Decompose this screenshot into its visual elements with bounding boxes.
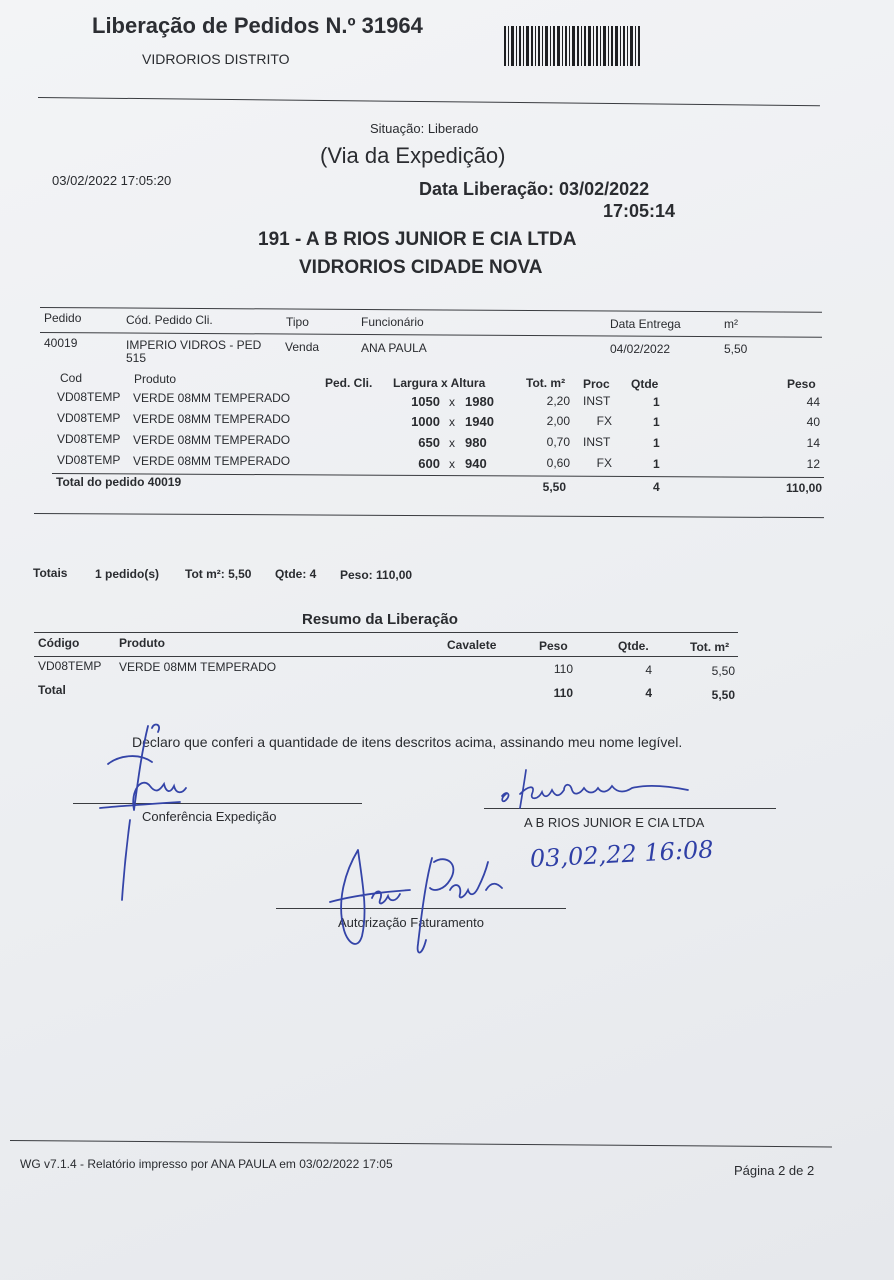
client-name: 191 - A B RIOS JUNIOR E CIA LTDA (258, 229, 577, 250)
item-produto: VERDE 08MM TEMPERADO (133, 454, 291, 468)
item-x: x (449, 395, 455, 409)
item-produto: VERDE 08MM TEMPERADO (133, 433, 291, 447)
item-tot-m2: 2,00 (546, 414, 570, 428)
conferencia-label: Conferência Expedição (142, 809, 277, 824)
order-number: 40019 (44, 336, 78, 350)
footer-page-number: Página 2 de 2 (734, 1163, 815, 1178)
summary-col-peso: Peso (539, 639, 568, 653)
barcode (504, 26, 640, 66)
declaration-text: Declaro que conferi a quantidade de itens descritos acima, assinando meu nome legível. (132, 734, 683, 750)
item-qtde: 1 (653, 436, 660, 450)
order-top-line (40, 307, 822, 313)
col-m2: m² (724, 317, 738, 331)
summary-qtde: 4 (645, 663, 652, 677)
document-title: Liberação de Pedidos N.º 31964 (92, 13, 423, 38)
summary-col-produto: Produto (119, 636, 165, 650)
order-cod-line1: IMPERIO VIDROS - PED (126, 338, 262, 352)
item-proc: FX (596, 414, 612, 428)
item-largura: 1000 (411, 414, 440, 429)
col-cod-pedido-cli: Cód. Pedido Cli. (126, 313, 213, 327)
item-x: x (449, 415, 455, 429)
order-data-entrega: 04/02/2022 (610, 342, 671, 356)
item-qtde: 1 (653, 415, 660, 429)
totals-peso: Peso: 110,00 (340, 568, 413, 582)
via-label: (Via da Expedição) (320, 143, 506, 168)
footer-printed-by: WG v7.1.4 - Relatório impresso por ANA PAULA em 03/02/2022 17:05 (20, 1157, 393, 1171)
order-bottom-line (34, 513, 824, 518)
summary-total-peso: 110 (553, 686, 573, 700)
items-col-qtde: Qtde (631, 377, 659, 391)
summary-produto: VERDE 08MM TEMPERADO (119, 660, 277, 674)
footer-line (10, 1140, 832, 1147)
item-x: x (449, 457, 455, 471)
item-x: x (449, 436, 455, 450)
col-data-entrega: Data Entrega (610, 317, 681, 331)
header-divider (38, 97, 820, 106)
situation-label: Situação: Liberado (370, 121, 479, 136)
totals-pedidos: 1 pedido(s) (95, 567, 160, 581)
summary-total-qtde: 4 (645, 686, 652, 700)
col-pedido: Pedido (44, 311, 82, 325)
client-sign-label: A B RIOS JUNIOR E CIA LTDA (524, 815, 705, 830)
order-header-line (40, 332, 822, 338)
items-col-peso: Peso (787, 377, 816, 391)
order-total-peso: 110,00 (785, 481, 822, 495)
item-cod: VD08TEMP (57, 390, 121, 404)
summary-col-cavalete: Cavalete (447, 638, 497, 652)
item-cod: VD08TEMP (57, 432, 121, 446)
order-total-m2: 5,50 (542, 480, 566, 494)
item-qtde: 1 (653, 457, 660, 471)
totals-label: Totais (33, 566, 68, 580)
order-total-qtde: 4 (653, 480, 660, 494)
item-proc: INST (583, 435, 611, 449)
items-col-largura-altura: Largura x Altura (393, 376, 486, 390)
order-funcionario: ANA PAULA (361, 341, 427, 355)
summary-title: Resumo da Liberação (302, 611, 458, 628)
items-col-cod: Cod (60, 371, 83, 385)
item-altura: 1940 (465, 414, 494, 429)
summary-peso: 110 (553, 662, 573, 676)
item-largura: 650 (418, 435, 440, 450)
item-largura: 600 (418, 456, 440, 471)
item-altura: 980 (465, 435, 487, 450)
items-col-ped-cli: Ped. Cli. (325, 376, 373, 390)
item-cod: VD08TEMP (57, 453, 121, 467)
release-time: 17:05:14 (603, 201, 676, 221)
summary-codigo: VD08TEMP (38, 659, 102, 673)
order-cod-line2: 515 (126, 351, 147, 365)
item-tot-m2: 2,20 (546, 394, 570, 408)
totals-tot-m2: Tot m²: 5,50 (185, 567, 252, 581)
handwritten-date: 03,02,22 16:08 (529, 835, 715, 873)
autorizacao-signature (322, 840, 522, 960)
item-peso: 12 (806, 457, 820, 471)
item-produto: VERDE 08MM TEMPERADO (133, 412, 291, 426)
summary-col-codigo: Código (38, 636, 80, 650)
item-cod: VD08TEMP (57, 411, 121, 425)
summary-top-line (34, 632, 738, 633)
item-peso: 44 (806, 395, 820, 409)
items-col-tot-m2: Tot. m² (526, 376, 566, 390)
item-peso: 14 (806, 436, 820, 450)
summary-tot-m2: 5,50 (711, 664, 735, 678)
summary-col-qtde: Qtde. (618, 639, 649, 653)
item-qtde: 1 (653, 395, 660, 409)
company-name: VIDRORIOS DISTRITO (142, 51, 290, 67)
item-proc: INST (583, 394, 611, 408)
order-tipo: Venda (285, 340, 320, 354)
col-funcionario: Funcionário (361, 315, 424, 329)
item-proc: FX (596, 456, 612, 470)
print-datetime: 03/02/2022 17:05:20 (52, 173, 172, 188)
item-altura: 1980 (465, 394, 494, 409)
summary-total-tot-m2: 5,50 (711, 688, 735, 702)
summary-total-label: Total (38, 683, 66, 697)
item-largura: 1050 (411, 394, 440, 409)
summary-col-tot-m2: Tot. m² (690, 640, 730, 654)
item-peso: 40 (806, 415, 820, 429)
items-col-proc: Proc (583, 377, 610, 391)
conferencia-signature (90, 720, 200, 905)
item-tot-m2: 0,70 (546, 435, 570, 449)
item-produto: VERDE 08MM TEMPERADO (133, 391, 291, 405)
order-m2: 5,50 (724, 342, 748, 356)
client-signature (498, 764, 698, 814)
item-altura: 940 (465, 456, 487, 471)
store-name: VIDRORIOS CIDADE NOVA (299, 257, 543, 278)
autorizacao-label: Autorização Faturamento (338, 915, 484, 930)
order-total-label: Total do pedido 40019 (56, 475, 182, 489)
item-tot-m2: 0,60 (546, 456, 570, 470)
items-col-produto: Produto (134, 372, 177, 386)
summary-header-line (34, 656, 738, 657)
totals-qtde: Qtde: 4 (275, 567, 317, 581)
col-tipo: Tipo (286, 315, 309, 329)
release-date: Data Liberação: 03/02/2022 (419, 179, 650, 199)
